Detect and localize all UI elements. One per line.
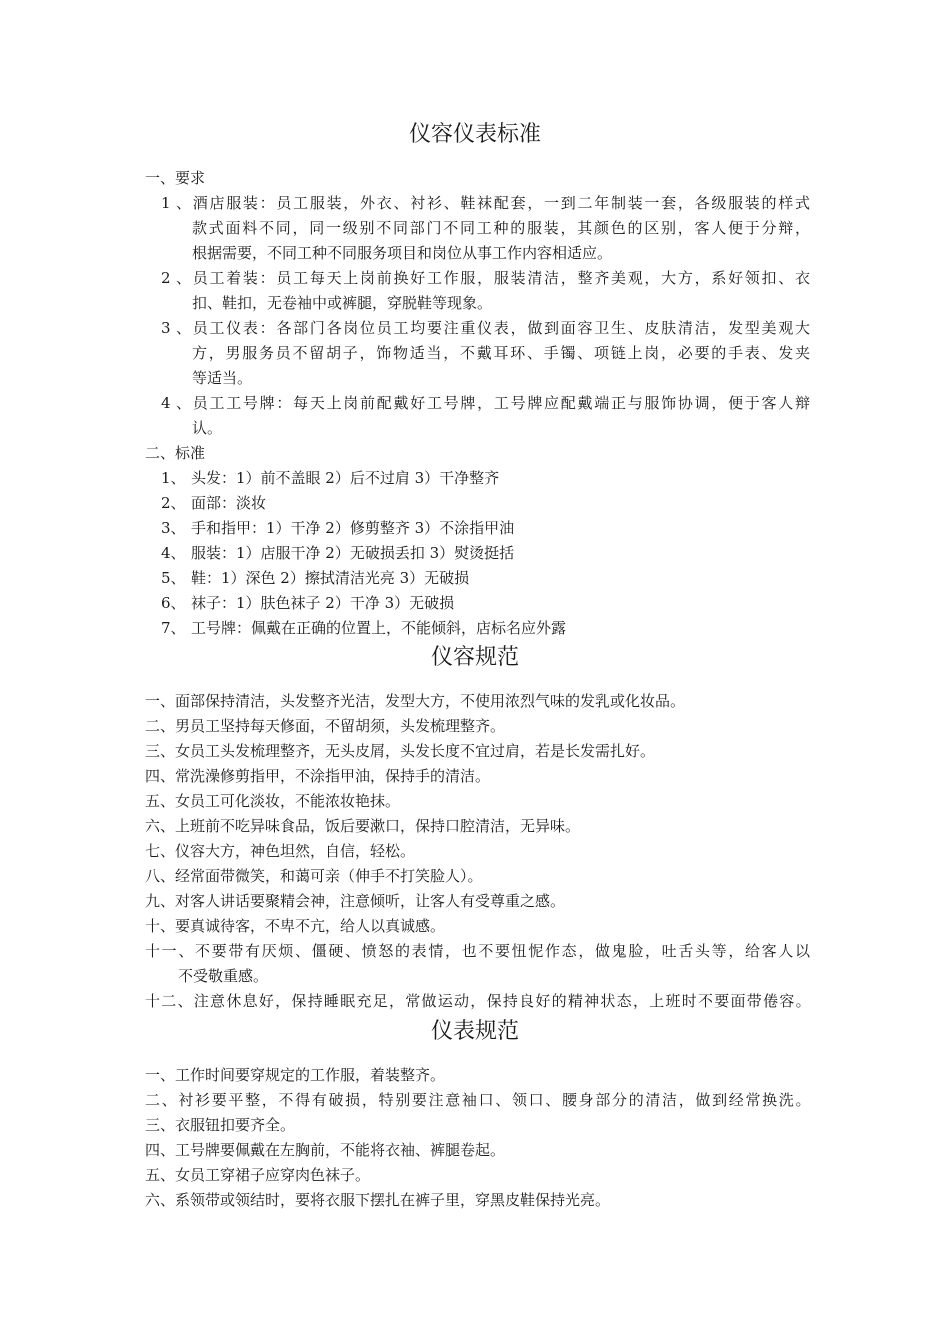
item-text: 鞋：1）深色 2）擦拭清洁光亮 3）无破损 — [191, 569, 470, 587]
item-number: 4、 — [161, 544, 186, 562]
list-item — [161, 618, 810, 638]
list-item: 十、要真诚待客，不卑不亢，给人以真诚感。 — [145, 917, 446, 935]
section-title-grooming-rules: 仪容规范 — [430, 645, 519, 670]
list-item: 四、常洗澡修剪指甲，不涂指甲油，保持手的清洁。 — [145, 767, 491, 785]
item-number: 5、 — [161, 569, 186, 587]
item-number: 1、 — [161, 194, 191, 212]
list-item-continuation: 等适当。 — [192, 369, 253, 387]
list-item-continuation: 根据需要，不同工种不同服务项目和岗位从事工作内容相适应。 — [192, 244, 613, 262]
item-number: 4、 — [161, 394, 191, 412]
subheading-standards: 二、标准 — [145, 444, 206, 462]
list-item: 十二、注意休息好，保持睡眠充足，常做运动，保持良好的精神状态，上班时不要面带倦容。 — [145, 992, 810, 1010]
item-number: 2、 — [161, 269, 191, 287]
item-text: 服装：1）店服干净 2）无破损丢扣 3）熨烫挺括 — [191, 544, 515, 562]
list-item-continuation: 款式面料不同，同一级别不同部门不同工种的服装，其颜色的区别，客人便于分辩， — [192, 219, 810, 237]
list-item: 十一、不要带有厌烦、僵硬、愤怒的表情，也不要忸怩作态，做鬼脸，吐舌头等，给客人以 — [145, 942, 810, 960]
list-item-continuation: 方，男服务员不留胡子，饰物适当，不戴耳环、手镯、项链上岗，必要的手表、发夹 — [192, 344, 810, 362]
list-item — [161, 393, 810, 413]
list-item: 三、女员工头发梳理整齐，无头皮屑，头发长度不宜过肩，若是长发需扎好。 — [145, 742, 656, 760]
item-number: 7、 — [161, 619, 186, 637]
item-number: 6、 — [161, 594, 186, 612]
item-text: 袜子：1）肤色袜子 2）干净 3）无破损 — [191, 594, 455, 612]
list-item-continuation: 不受敬重感。 — [178, 967, 269, 985]
section-title-dress-rules: 仪表规范 — [430, 1019, 519, 1044]
item-number: 3、 — [161, 519, 186, 537]
list-item: 九、对客人讲话要聚精会神，注意倾听，让客人有受尊重之感。 — [145, 892, 566, 910]
subheading-requirements: 一、要求 — [145, 169, 206, 187]
list-item — [161, 493, 810, 513]
list-item — [161, 318, 810, 338]
list-item: 八、经常面带微笑，和蔼可亲（伸手不打笑脸人）。 — [145, 867, 483, 885]
list-item: 二、衬衫要平整，不得有破损，特别要注意袖口、领口、腰身部分的清洁，做到经常换洗。 — [145, 1091, 810, 1109]
item-text: 手和指甲：1）干净 2）修剪整齐 3）不涂指甲油 — [191, 519, 515, 537]
section-title-appearance-standards: 仪容仪表标准 — [408, 122, 541, 147]
list-item: 五、女员工可化淡妆，不能浓妆艳抹。 — [145, 792, 401, 810]
list-item: 四、工号牌要佩戴在左胸前，不能将衣袖、裤腿卷起。 — [145, 1141, 506, 1159]
item-text: 工号牌：佩戴在正确的位置上，不能倾斜，店标名应外露 — [191, 619, 567, 637]
list-item: 五、女员工穿裙子应穿肉色袜子。 — [145, 1166, 371, 1184]
item-text: 员工工号牌：每天上岗前配戴好工号牌，工号牌应配戴端正与服饰协调，便于客人辩 — [191, 394, 810, 412]
list-item — [161, 468, 810, 488]
list-item — [161, 193, 810, 213]
list-item — [161, 518, 810, 538]
list-item — [161, 593, 810, 613]
list-item: 二、男员工坚持每天修面，不留胡须，头发梳理整齐。 — [145, 717, 506, 735]
list-item: 六、上班前不吃异味食品，饭后要漱口，保持口腔清洁，无异味。 — [145, 817, 581, 835]
item-text: 员工仪表：各部门各岗位员工均要注重仪表，做到面容卫生、皮肤清洁，发型美观大 — [191, 319, 810, 337]
list-item — [161, 268, 810, 288]
list-item: 一、工作时间要穿规定的工作服，着装整齐。 — [145, 1066, 446, 1084]
list-item — [161, 568, 810, 588]
list-item: 三、衣服钮扣要齐全。 — [145, 1116, 296, 1134]
item-text: 酒店服装：员工服装，外衣、衬衫、鞋袜配套，一到二年制装一套，各级服装的样式 — [191, 194, 810, 212]
list-item: 七、仪容大方，神色坦然，自信，轻松。 — [145, 842, 416, 860]
list-item: 六、系领带或领结时，要将衣服下摆扎在裤子里，穿黑皮鞋保持光亮。 — [145, 1191, 611, 1209]
list-item — [161, 543, 810, 563]
list-item-continuation: 扣、鞋扣，无卷袖中或裤腿，穿脱鞋等现象。 — [192, 294, 493, 312]
list-item-continuation: 认。 — [192, 419, 223, 437]
item-number: 3、 — [161, 319, 191, 337]
item-text: 面部：淡妆 — [191, 494, 267, 512]
item-text: 头发：1）前不盖眼 2）后不过肩 3）干净整齐 — [191, 469, 500, 487]
item-text: 员工着装：员工每天上岗前换好工作服，服装清洁，整齐美观，大方，系好领扣、衣 — [191, 269, 810, 287]
item-number: 2、 — [161, 494, 186, 512]
item-number: 1、 — [161, 469, 186, 487]
list-item: 一、面部保持清洁，头发整齐光洁，发型大方，不使用浓烈气味的发乳或化妆品。 — [145, 692, 686, 710]
